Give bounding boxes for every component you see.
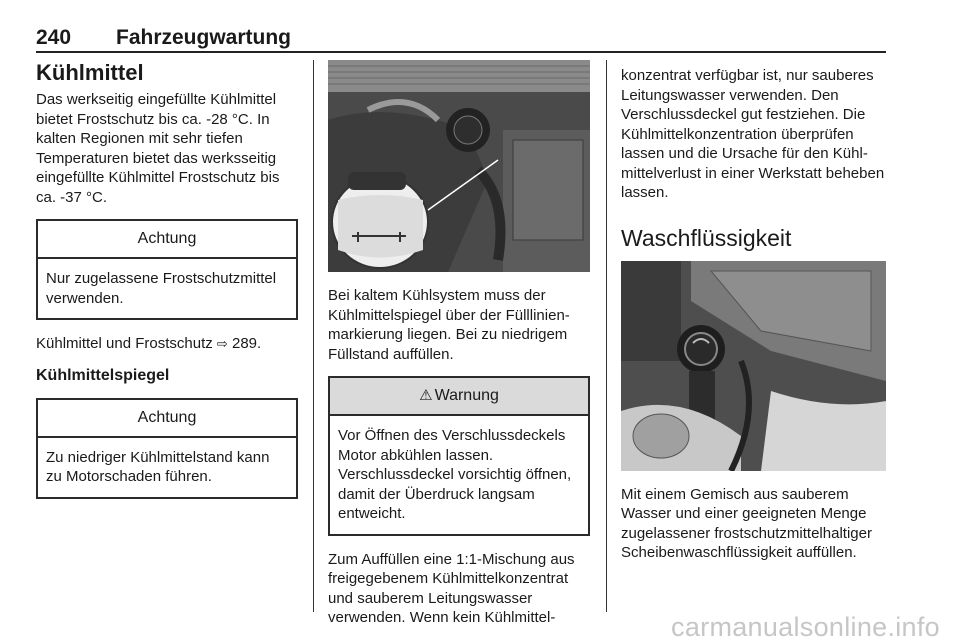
caution-text: Zu niedriger Kühlmittelstand kann zu Motorschaden führen. [46,448,270,485]
section-heading-coolant: Kühlmittel [36,60,144,85]
section-heading-washer-fluid: Waschflüssigkeit [621,224,792,251]
page-number: 240 [36,26,72,49]
caution-box-coolant-level [36,398,298,499]
xref-label: Kühlmittel und Frostschutz [36,335,213,352]
column-1 [36,60,298,499]
warning-box [328,376,590,536]
washer-fluid-text: Mit einem Gemisch aus sauberem Wasser und einer geeigneten Menge zugelassener frostschutzmittelhaltiger Scheibenwaschflüssigkeit auffüllen. [621,485,872,561]
caution-box-antifreeze [36,219,298,320]
column-2 [328,60,590,628]
footer-watermark: carmanualsonline.info [671,612,940,642]
refill-text-continued: konzentrat verfügbar ist, nur sauberes Leitungswasser verwenden. Den Verschlussdeckel gut festziehen. Die Kühlmittelkonzentration überprüfen lassen und die Ursache für den Kühlmittelverlust in einer Werkstatt beheben lassen. [621,67,885,201]
warning-text: Vor Öffnen des Verschlussdeckels Motor abkühlen lassen. Verschlussdeckel vorsichtig öffnen, damit der Überdruck langsam entweicht. [338,427,572,522]
washer-reservoir-photo [621,261,886,471]
coolant-intro: Das werkseitig eingefüllte Kühlmittel bietet Frostschutz bis ca. -28 °C. In kalten Regionen mit sehr tiefen Temperaturen bietet das werksseitig eingefüllte Kühlmittel Frostschutz bis ca. -37 °C. [36,91,280,206]
coolant-reservoir-photo [328,60,590,272]
page-header [36,26,886,52]
warning-triangle-icon: ⚠ [419,387,433,404]
xref-arrow-icon: ⇨ [216,336,228,351]
column-3 [621,60,886,563]
warning-title-text: Warnung [434,387,499,404]
column-divider [606,60,607,612]
header-rule [36,51,886,53]
caution-text: Nur zugelassene Frostschutzmittel verwenden. [46,270,277,307]
caution-title: Achtung [38,400,296,438]
running-title: Fahrzeugwartung [116,26,292,49]
coolant-level-text: Bei kaltem Kühlsystem muss der Kühlmittelspiegel über der Fülllinienmarkierung liegen. Bei zu niedrigem Füllstand auffüllen. [328,287,570,363]
warning-title [330,378,588,416]
column-divider [313,60,314,612]
subheading-coolant-level: Kühlmittelspiegel [36,366,170,384]
refill-text: Zum Auffüllen eine 1:1-Mischung aus freigegebenem Kühlmittelkonzentrat und sauberem Leitungswasser verwenden. Wenn kein Kühlmittel- [328,550,575,626]
caution-title: Achtung [38,221,296,259]
xref-page: 289. [232,335,262,352]
cross-reference[interactable] [36,334,298,354]
